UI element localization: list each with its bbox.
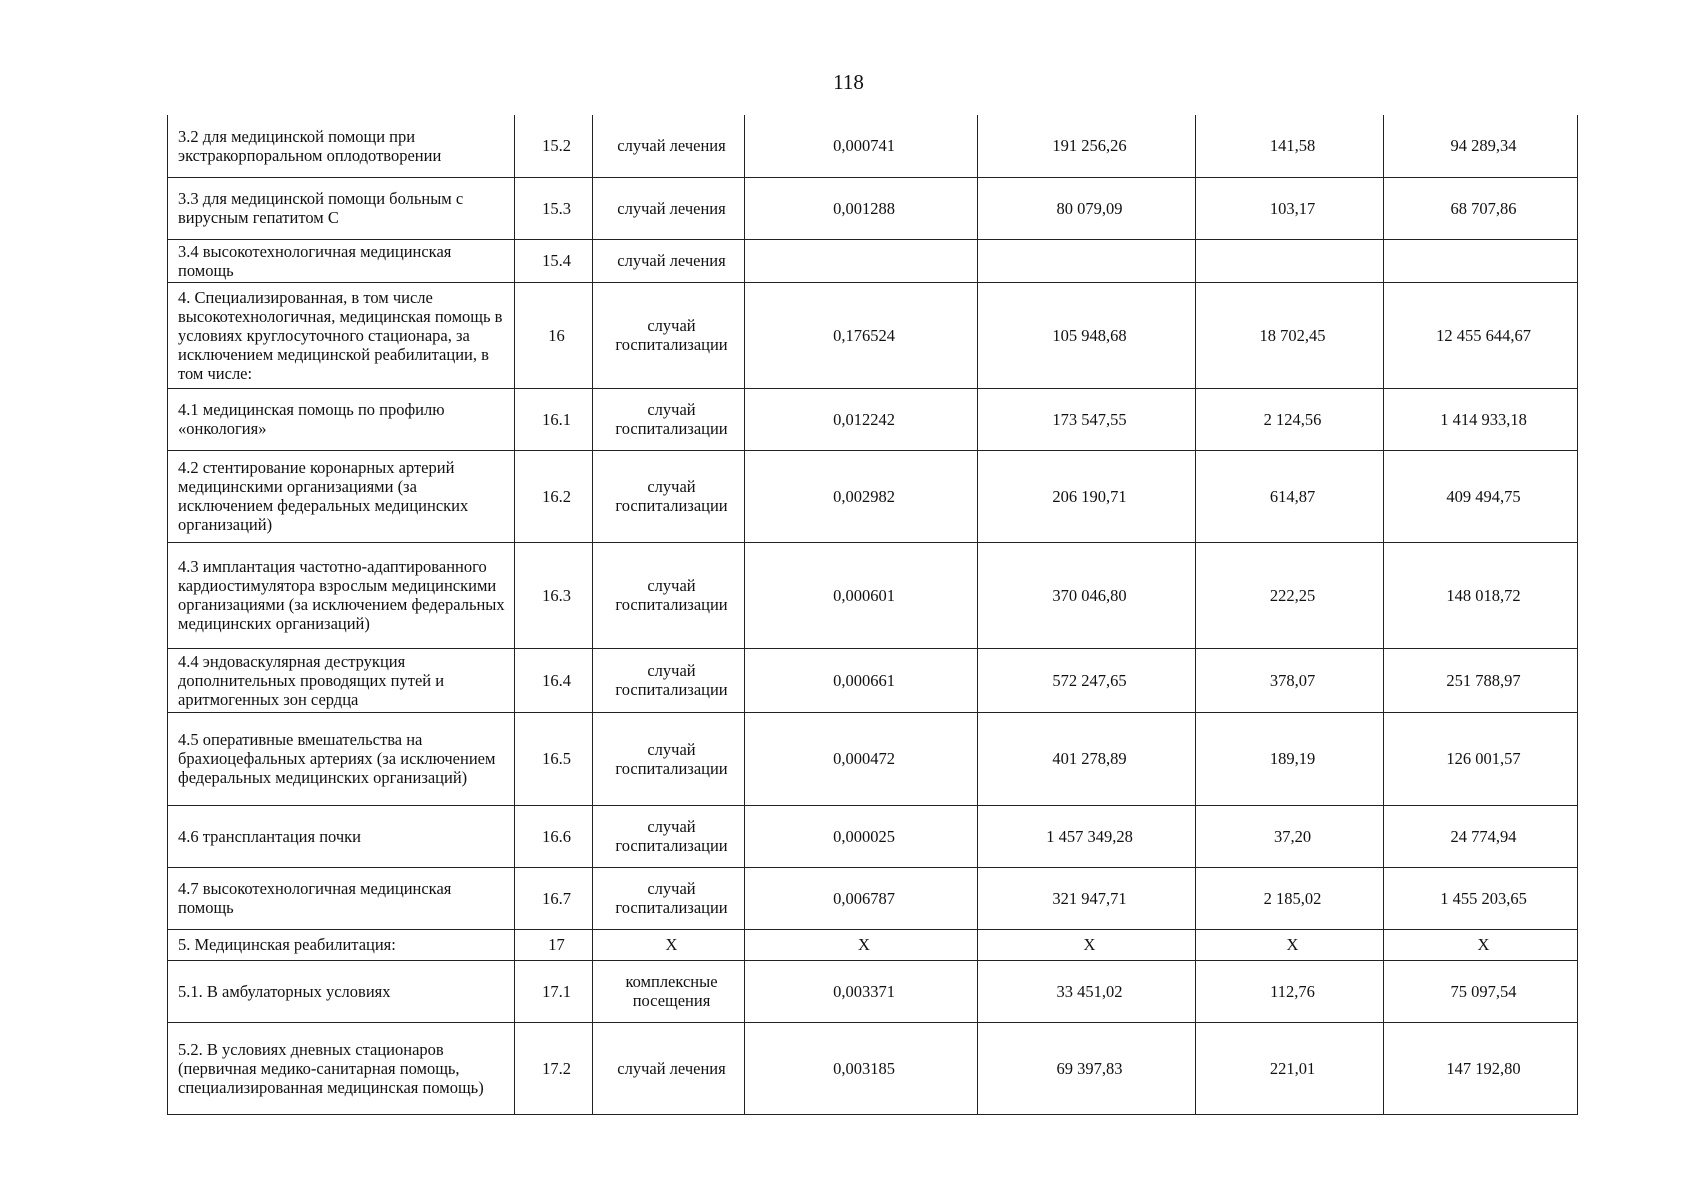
row-total: 147 192,80 bbox=[1384, 1022, 1578, 1114]
row-code: 16.4 bbox=[515, 648, 593, 712]
row-per-capita: 2 185,02 bbox=[1196, 867, 1384, 929]
table-row bbox=[168, 115, 1578, 177]
row-norm: 0,000661 bbox=[745, 648, 978, 712]
table-row bbox=[168, 450, 1578, 542]
table-row bbox=[168, 282, 1578, 388]
row-unit: случай лечения bbox=[593, 177, 745, 239]
row-name: 4.4 эндоваскулярная деструкция дополнительных проводящих путей и аритмогенных зон сердца bbox=[168, 648, 515, 712]
row-total: 409 494,75 bbox=[1384, 450, 1578, 542]
row-code: 15.3 bbox=[515, 177, 593, 239]
row-total: Х bbox=[1384, 929, 1578, 960]
row-per-capita: 103,17 bbox=[1196, 177, 1384, 239]
table-row bbox=[168, 648, 1578, 712]
row-total: 1 455 203,65 bbox=[1384, 867, 1578, 929]
row-unit: случай госпитализации bbox=[593, 805, 745, 867]
row-name: 5. Медицинская реабилитация: bbox=[168, 929, 515, 960]
row-cost: 370 046,80 bbox=[978, 542, 1196, 648]
row-per-capita: 141,58 bbox=[1196, 115, 1384, 177]
row-unit: Х bbox=[593, 929, 745, 960]
row-cost: 191 256,26 bbox=[978, 115, 1196, 177]
table-body bbox=[168, 115, 1578, 1114]
table-row bbox=[168, 929, 1578, 960]
table-row bbox=[168, 542, 1578, 648]
row-unit: случай лечения bbox=[593, 115, 745, 177]
page-number: 118 bbox=[833, 70, 864, 94]
row-cost: 173 547,55 bbox=[978, 388, 1196, 450]
row-unit: случай госпитализации bbox=[593, 648, 745, 712]
row-code: 16.2 bbox=[515, 450, 593, 542]
row-code: 15.2 bbox=[515, 115, 593, 177]
row-norm: 0,002982 bbox=[745, 450, 978, 542]
row-unit: случай госпитализации bbox=[593, 282, 745, 388]
row-total: 12 455 644,67 bbox=[1384, 282, 1578, 388]
row-norm: 0,000601 bbox=[745, 542, 978, 648]
row-name: 4. Специализированная, в том числе высокотехнологичная, медицинская помощь в условиях круглосуточного стационара, за исключением медицинской реабилитации, в том числе: bbox=[168, 282, 515, 388]
table-row bbox=[168, 177, 1578, 239]
row-name: 5.1. В амбулаторных условиях bbox=[168, 960, 515, 1022]
row-cost: 572 247,65 bbox=[978, 648, 1196, 712]
row-name: 3.2 для медицинской помощи при экстракорпоральном оплодотворении bbox=[168, 115, 515, 177]
row-code: 16.1 bbox=[515, 388, 593, 450]
row-code: 15.4 bbox=[515, 239, 593, 282]
row-total bbox=[1384, 239, 1578, 282]
row-norm: 0,006787 bbox=[745, 867, 978, 929]
row-total: 94 289,34 bbox=[1384, 115, 1578, 177]
row-cost: Х bbox=[978, 929, 1196, 960]
row-per-capita: 222,25 bbox=[1196, 542, 1384, 648]
table-row bbox=[168, 960, 1578, 1022]
row-per-capita: Х bbox=[1196, 929, 1384, 960]
row-cost: 321 947,71 bbox=[978, 867, 1196, 929]
row-norm bbox=[745, 239, 978, 282]
row-norm: 0,003185 bbox=[745, 1022, 978, 1114]
data-table bbox=[167, 115, 1578, 1115]
row-cost: 401 278,89 bbox=[978, 712, 1196, 805]
row-norm: 0,000025 bbox=[745, 805, 978, 867]
row-name: 4.3 имплантация частотно-адаптированного кардиостимулятора взрослым медицинскими организациями (за исключением федеральных медицинских организаций) bbox=[168, 542, 515, 648]
row-name: 4.5 оперативные вмешательства на брахиоцефальных артериях (за исключением федеральных медицинских организаций) bbox=[168, 712, 515, 805]
row-name: 4.1 медицинская помощь по профилю «онкология» bbox=[168, 388, 515, 450]
row-per-capita: 112,76 bbox=[1196, 960, 1384, 1022]
row-code: 17.2 bbox=[515, 1022, 593, 1114]
row-norm: 0,003371 bbox=[745, 960, 978, 1022]
row-name: 4.6 трансплантация почки bbox=[168, 805, 515, 867]
table-row bbox=[168, 712, 1578, 805]
row-code: 16.5 bbox=[515, 712, 593, 805]
row-unit: комплексные посещения bbox=[593, 960, 745, 1022]
row-cost: 33 451,02 bbox=[978, 960, 1196, 1022]
row-code: 17.1 bbox=[515, 960, 593, 1022]
row-code: 16.6 bbox=[515, 805, 593, 867]
row-per-capita bbox=[1196, 239, 1384, 282]
row-cost: 80 079,09 bbox=[978, 177, 1196, 239]
row-name: 4.7 высокотехнологичная медицинская помощь bbox=[168, 867, 515, 929]
row-cost: 69 397,83 bbox=[978, 1022, 1196, 1114]
row-norm: 0,000472 bbox=[745, 712, 978, 805]
table-row bbox=[168, 1022, 1578, 1114]
row-name: 5.2. В условиях дневных стационаров (первичная медико-санитарная помощь, специализированная медицинская помощь) bbox=[168, 1022, 515, 1114]
row-total: 68 707,86 bbox=[1384, 177, 1578, 239]
row-total: 251 788,97 bbox=[1384, 648, 1578, 712]
row-cost bbox=[978, 239, 1196, 282]
row-unit: случай лечения bbox=[593, 1022, 745, 1114]
row-total: 126 001,57 bbox=[1384, 712, 1578, 805]
row-name: 3.3 для медицинской помощи больным с вирусным гепатитом С bbox=[168, 177, 515, 239]
row-per-capita: 189,19 bbox=[1196, 712, 1384, 805]
row-total: 75 097,54 bbox=[1384, 960, 1578, 1022]
row-unit: случай лечения bbox=[593, 239, 745, 282]
table-row bbox=[168, 805, 1578, 867]
row-unit: случай госпитализации bbox=[593, 450, 745, 542]
row-cost: 105 948,68 bbox=[978, 282, 1196, 388]
row-total: 24 774,94 bbox=[1384, 805, 1578, 867]
row-norm: 0,012242 bbox=[745, 388, 978, 450]
row-per-capita: 37,20 bbox=[1196, 805, 1384, 867]
row-per-capita: 378,07 bbox=[1196, 648, 1384, 712]
row-norm: 0,176524 bbox=[745, 282, 978, 388]
table-row bbox=[168, 867, 1578, 929]
row-total: 148 018,72 bbox=[1384, 542, 1578, 648]
row-per-capita: 18 702,45 bbox=[1196, 282, 1384, 388]
row-unit: случай госпитализации bbox=[593, 542, 745, 648]
row-unit: случай госпитализации bbox=[593, 712, 745, 805]
row-cost: 1 457 349,28 bbox=[978, 805, 1196, 867]
row-norm: Х bbox=[745, 929, 978, 960]
row-norm: 0,001288 bbox=[745, 177, 978, 239]
row-code: 16.3 bbox=[515, 542, 593, 648]
row-unit: случай госпитализации bbox=[593, 388, 745, 450]
row-code: 16 bbox=[515, 282, 593, 388]
row-per-capita: 221,01 bbox=[1196, 1022, 1384, 1114]
row-total: 1 414 933,18 bbox=[1384, 388, 1578, 450]
row-name: 4.2 стентирование коронарных артерий медицинскими организациями (за исключением федеральных медицинских организаций) bbox=[168, 450, 515, 542]
row-code: 17 bbox=[515, 929, 593, 960]
row-per-capita: 2 124,56 bbox=[1196, 388, 1384, 450]
table-row bbox=[168, 388, 1578, 450]
row-name: 3.4 высокотехнологичная медицинская помощь bbox=[168, 239, 515, 282]
row-norm: 0,000741 bbox=[745, 115, 978, 177]
row-per-capita: 614,87 bbox=[1196, 450, 1384, 542]
row-unit: случай госпитализации bbox=[593, 867, 745, 929]
row-code: 16.7 bbox=[515, 867, 593, 929]
row-cost: 206 190,71 bbox=[978, 450, 1196, 542]
table-row bbox=[168, 239, 1578, 282]
